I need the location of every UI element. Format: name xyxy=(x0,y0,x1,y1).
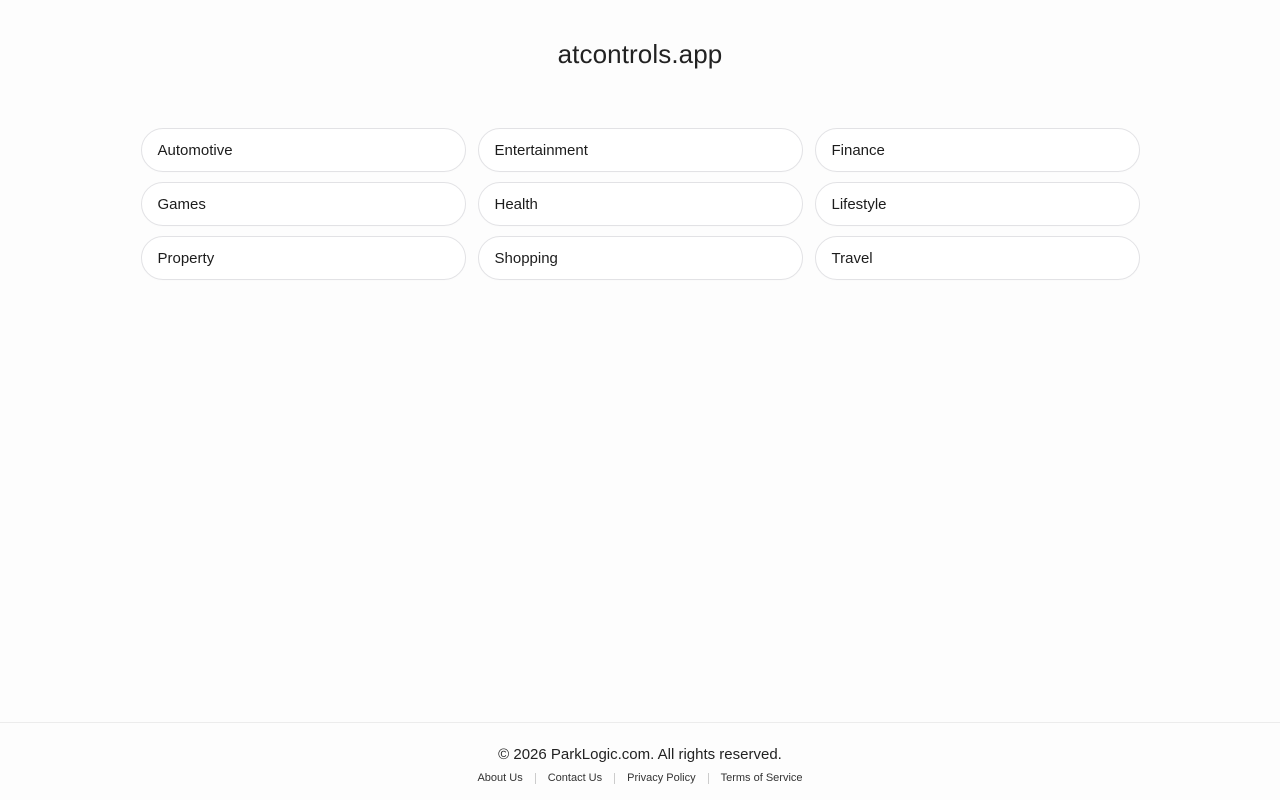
category-link-lifestyle[interactable] xyxy=(815,182,1140,226)
category-link-shopping[interactable] xyxy=(478,236,803,280)
category-label: Finance xyxy=(831,141,885,159)
category-label: Games xyxy=(157,195,206,213)
category-label: Lifestyle xyxy=(831,195,887,213)
category-label: Travel xyxy=(831,249,873,267)
category-label: Health xyxy=(494,195,538,213)
category-link-automotive[interactable] xyxy=(141,128,466,172)
category-link-entertainment[interactable] xyxy=(478,128,803,172)
category-label: Automotive xyxy=(157,141,233,159)
category-list xyxy=(140,128,1140,280)
footer-link-privacy-policy[interactable]: Privacy Policy xyxy=(627,772,696,784)
category-label: Shopping xyxy=(494,249,558,267)
footer-link-about-us[interactable]: About Us xyxy=(477,772,523,784)
category-link-games[interactable] xyxy=(141,182,466,226)
category-label: Property xyxy=(157,249,215,267)
category-link-finance[interactable] xyxy=(815,128,1140,172)
page-footer xyxy=(0,722,1280,800)
category-link-health[interactable] xyxy=(478,182,803,226)
footer-link-terms-of-service[interactable]: Terms of Service xyxy=(720,772,803,784)
category-link-travel[interactable] xyxy=(815,236,1140,280)
category-label: Entertainment xyxy=(494,141,588,159)
copyright-text: © 2026 ParkLogic.com. All rights reserved. xyxy=(498,746,782,763)
footer-link-contact-us[interactable]: Contact Us xyxy=(547,772,603,784)
footer-link-list xyxy=(0,772,1280,784)
category-link-property[interactable] xyxy=(141,236,466,280)
page-title: atcontrols.app xyxy=(557,39,723,69)
